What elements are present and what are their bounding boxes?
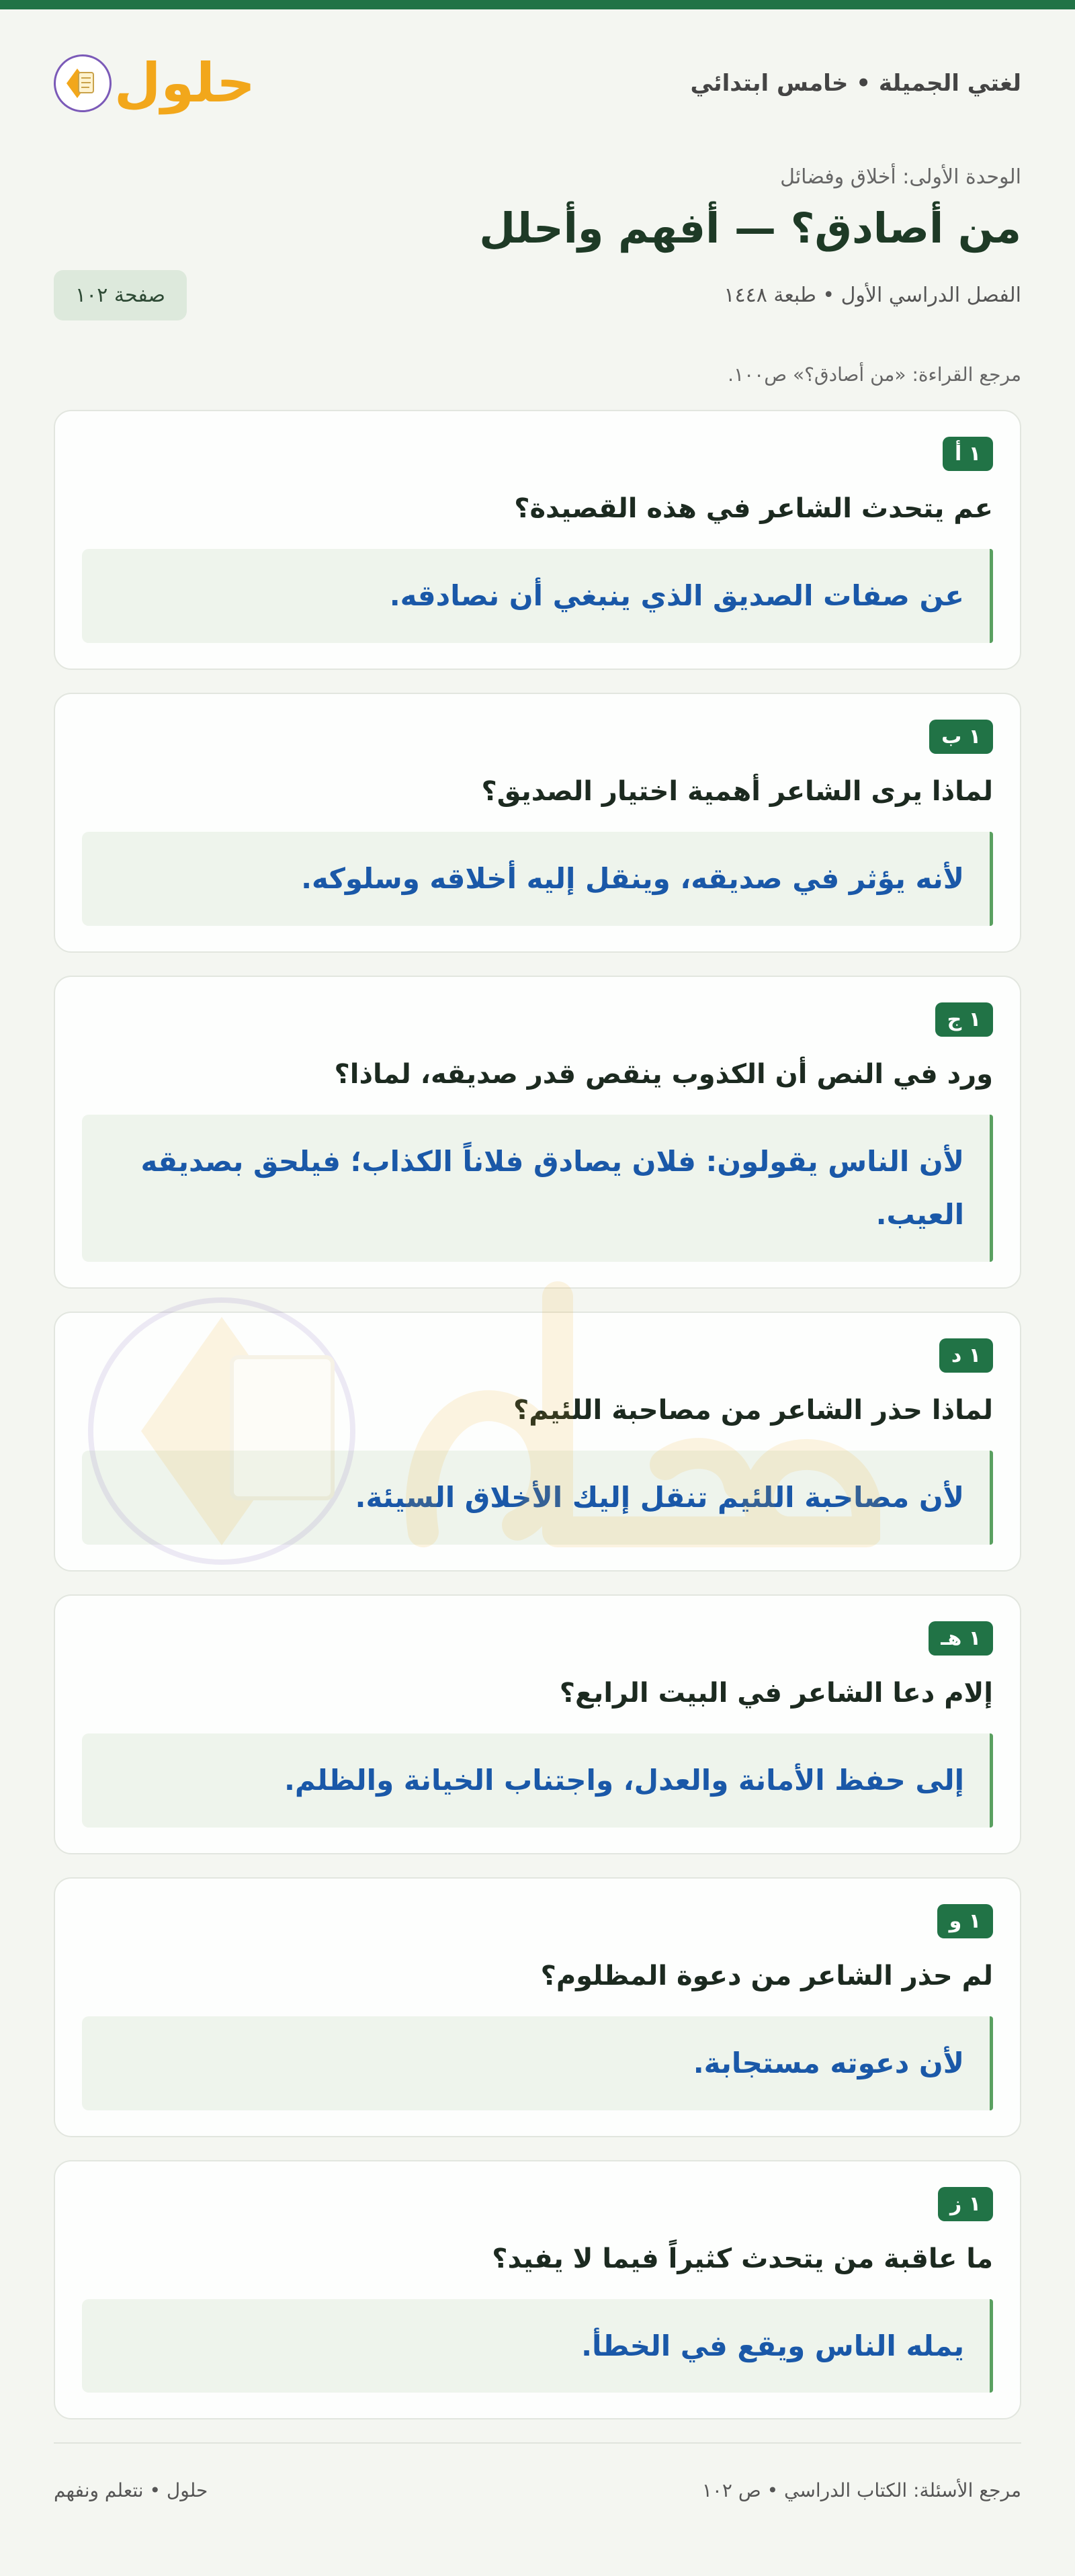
footer-source: مرجع الأسئلة: الكتاب الدراسي • ص ١٠٢ [701,2479,1021,2501]
question-text: لم حذر الشاعر من دعوة المظلوم؟ [540,1960,993,1991]
page-footer [54,2442,1021,2536]
question-text: ورد في النص أن الكذوب ينقص قدر صديقه، لماذا؟ [334,1058,993,1090]
reading-reference: مرجع القراءة: «من أصادق؟» ص١٠٠. [728,363,1021,386]
subject-grade-label: لغتي الجميلة • خامس ابتدائي [690,70,1021,97]
site-logo[interactable] [54,54,255,112]
logo-wordmark: حلول [114,52,255,114]
question-card [54,1877,1021,2137]
question-text: عم يتحدث الشاعر في هذه القصيدة؟ [514,493,993,524]
answer-box: لأن مصاحبة اللئيم تنقل إليك الأخلاق السيئة. [82,1451,993,1545]
answer-box: يمله الناس ويقع في الخطأ. [82,2299,993,2393]
top-accent-stripe [0,0,1075,9]
question-card [54,410,1021,670]
question-text: إلام دعا الشاعر في البيت الرابع؟ [559,1677,993,1709]
question-number-badge: ١ أ [943,437,993,471]
answer-box: لأنه يؤثر في صديقه، وينقل إليه أخلاقه وسلوكه. [82,832,993,926]
term-edition-label: الفصل الدراسي الأول • طبعة ١٤٤٨ [724,284,1021,307]
footer-brand: حلول • نتعلم ونفهم [54,2479,208,2501]
question-number-badge: ١ ز [938,2187,993,2221]
question-card [54,693,1021,953]
question-number-badge: ١ ج [935,1002,993,1037]
meta-row [54,270,1021,320]
question-number-badge: ١ هـ [929,1621,993,1656]
page-title: من أصادق؟ — أفهم وأحلل [479,204,1021,253]
page-number-badge: صفحة ١٠٢ [54,270,187,320]
question-card [54,1312,1021,1572]
answer-box: إلى حفظ الأمانة والعدل، واجتناب الخيانة والظلم. [82,1733,993,1828]
question-text: لماذا يرى الشاعر أهمية اختيار الصديق؟ [481,775,993,807]
page-header [54,9,1021,157]
unit-label: الوحدة الأولى: أخلاق وفضائل [780,165,1021,189]
question-card [54,1594,1021,1854]
question-text: ما عاقبة من يتحدث كثيراً فيما لا يفيد؟ [492,2243,993,2274]
question-number-badge: ١ د [939,1338,993,1373]
question-text: لماذا حذر الشاعر من مصاحبة اللئيم؟ [513,1395,993,1426]
answer-box: عن صفات الصديق الذي ينبغي أن نصادقه. [82,549,993,643]
question-number-badge: ١ ب [929,720,993,754]
answer-box: لأن دعوته مستجابة. [82,2016,993,2110]
page [0,9,1075,2536]
question-number-badge: ١ و [937,1904,993,1938]
question-card [54,2160,1021,2420]
questions-list [54,410,1021,2419]
logo-book-icon [54,54,112,112]
answer-box: لأن الناس يقولون: فلان يصادق فلاناً الكذاب؛ فيلحق بصديقه العيب. [82,1115,993,1262]
question-card [54,976,1021,1289]
